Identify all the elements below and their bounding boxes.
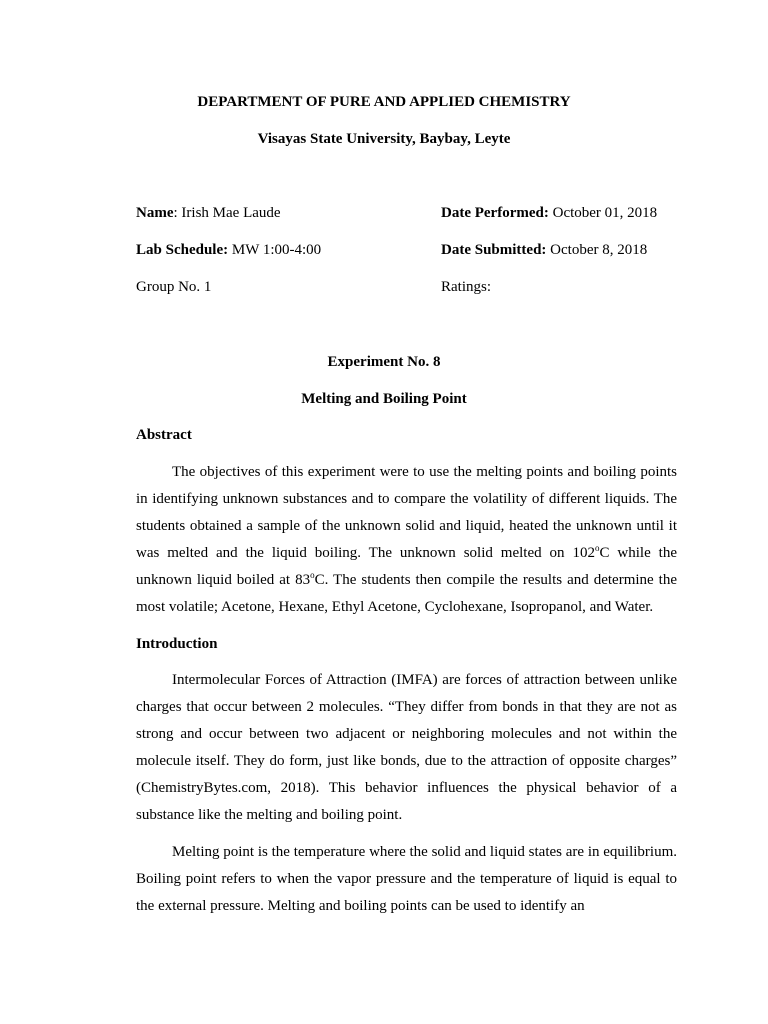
schedule-value: MW 1:00-4:00 <box>228 242 322 258</box>
abstract-paragraph: The objectives of this experiment were to use the melting points and boiling points in identifying unknown substances and to compare the volatility of different liquids. The students obtained a sample of the unknown solid and liquid, heated the unknown until it was melted and the liquid boiling. The unknown solid melted on 102$^o$C while the unknown liquid boiled at 83$^o$C. The students then compile the results and determine the most volatile; Acetone, Hexane, Ethyl Acetone, Cyclohexane, Isopropanol, and Water. <box>136 464 677 615</box>
date-submitted-value: October 8, 2018 <box>546 242 648 258</box>
date-performed-label: Date Performed: <box>441 205 549 221</box>
group-line: Group No. 1 <box>136 279 212 295</box>
date-performed-line <box>441 205 657 222</box>
date-submitted-label: Date Submitted: <box>441 242 547 258</box>
schedule-line <box>136 242 321 259</box>
experiment-title: Melting and Boiling Point <box>301 391 467 407</box>
introduction-heading: Introduction <box>136 636 218 652</box>
introduction-paragraph-1: Intermolecular Forces of Attraction (IMFA) are forces of attraction between unlike charges that occur between 2 molecules. “They differ from bonds in that they are not as strong and occur between two adjacent or neighboring molecules and not within the molecule itself. They do form, just like bonds, due to the attraction of opposite charges” (ChemistryBytes.com, 2018). This behavior influences the physical behavior of a substance like the melting and boiling point. <box>136 672 677 823</box>
name-label: Name <box>136 205 174 221</box>
date-performed-value: October 01, 2018 <box>548 205 658 221</box>
name-line <box>136 205 281 222</box>
schedule-label: Lab Schedule: <box>136 242 229 258</box>
department-heading: DEPARTMENT OF PURE AND APPLIED CHEMISTRY <box>197 94 571 110</box>
ratings-line: Ratings: <box>441 279 492 295</box>
name-value: : Irish Mae Laude <box>173 205 281 221</box>
introduction-paragraph-2: Melting point is the temperature where the solid and liquid states are in equilibrium. Boiling point refers to when the vapor pressure and the temperature of liquid is equal to the external pressure. Melting and boiling points can be used to identify an <box>136 844 677 914</box>
date-submitted-line <box>441 242 647 259</box>
experiment-number: Experiment No. 8 <box>327 354 441 370</box>
abstract-heading: Abstract <box>136 427 192 443</box>
university-heading: Visayas State University, Baybay, Leyte <box>257 131 511 147</box>
